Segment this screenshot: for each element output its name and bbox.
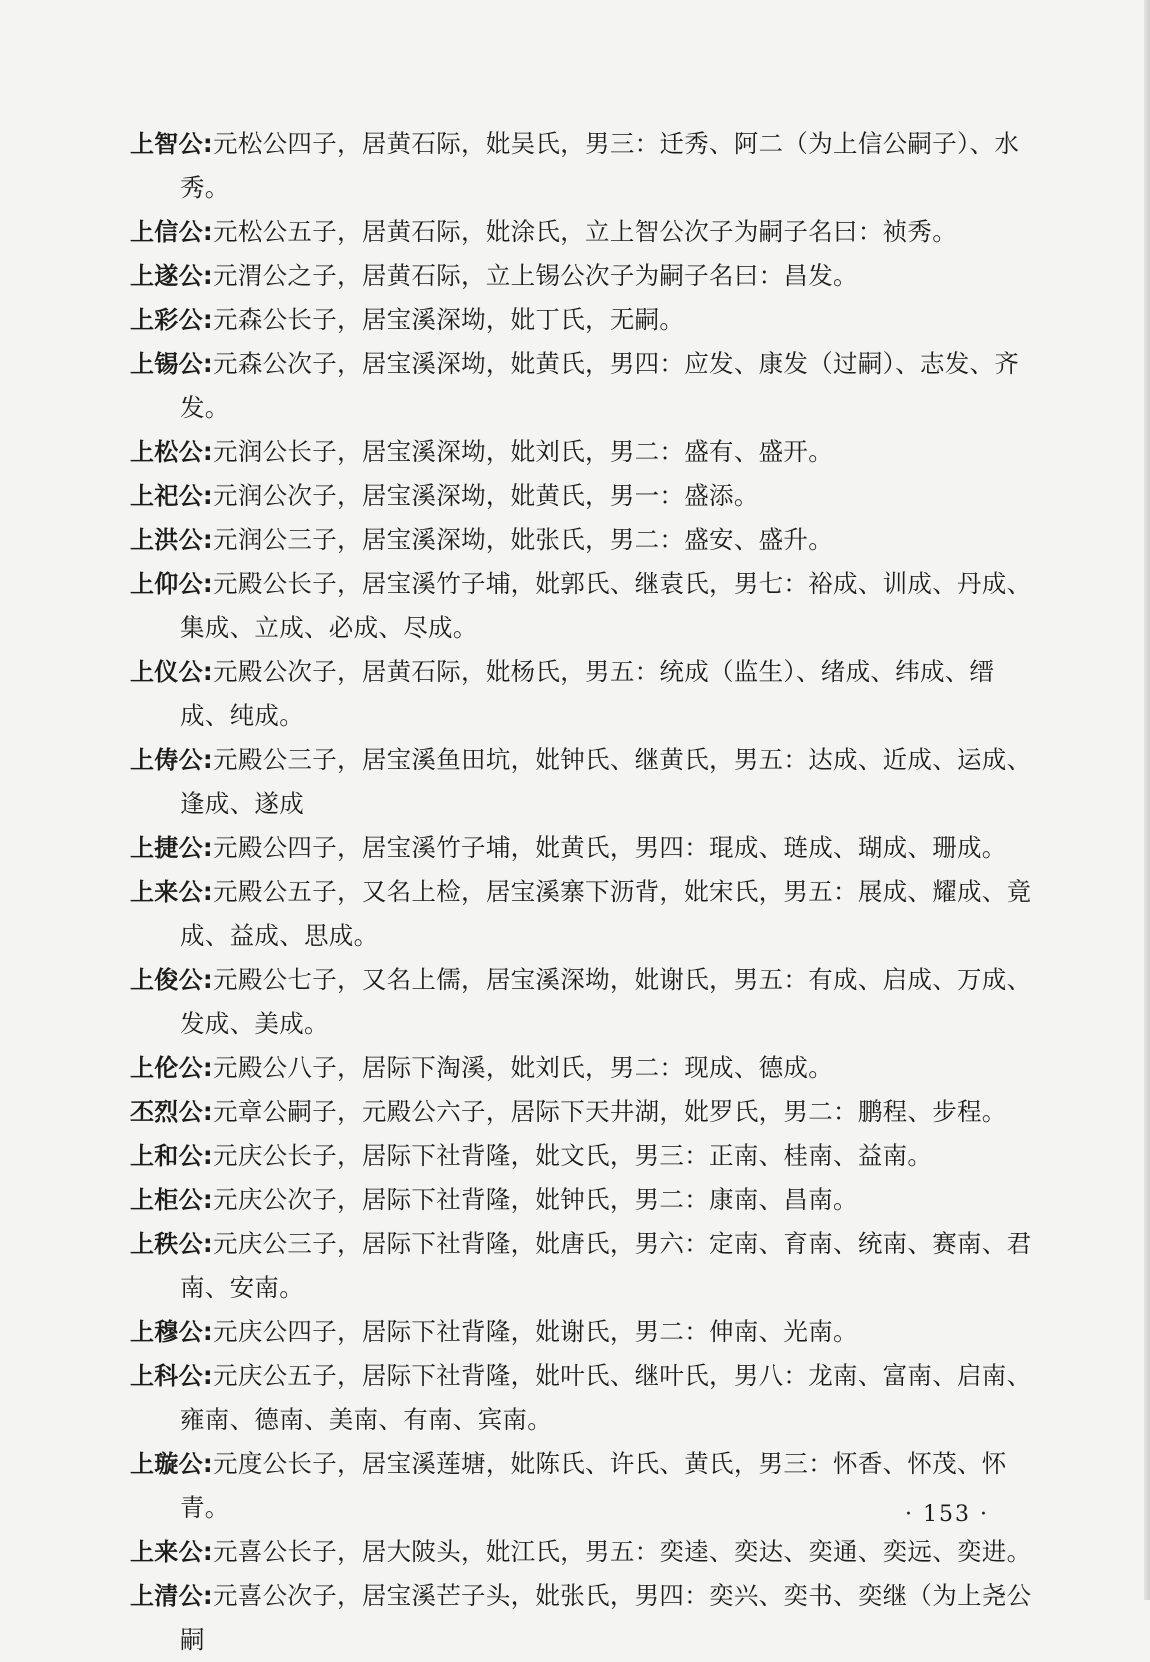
entry-text: 元庆公三子，居际下社背隆，妣唐氏，男六：定南、育南、统南、赛南、君南、安南。 <box>180 1229 1032 1302</box>
entry-name: 上仰公 <box>130 570 203 598</box>
entry-name: 上信公 <box>130 218 203 246</box>
genealogy-entry <box>130 562 1040 650</box>
entry-separator: : <box>202 1229 214 1258</box>
entry-text: 元庆公四子，居际下社背隆，妣谢氏，男二：伸南、光南。 <box>213 1317 858 1346</box>
entry-separator: : <box>202 965 214 994</box>
entry-text: 元松公四子，居黄石际，妣吴氏，男三：迁秀、阿二（为上信公嗣子）、水秀。 <box>180 129 1020 202</box>
genealogy-entry <box>130 298 1040 342</box>
entry-text: 元喜公长子，居大陂头，妣江氏，男五：奕逵、奕达、奕通、奕远、奕进。 <box>213 1537 1032 1566</box>
genealogy-entry <box>130 1442 1040 1530</box>
entry-text: 元殿公八子，居际下淘溪，妣刘氏，男二：现成、德成。 <box>213 1053 834 1082</box>
genealogy-entry <box>130 1178 1040 1222</box>
entry-separator: : <box>202 217 214 246</box>
genealogy-entry <box>130 738 1040 826</box>
entry-separator: : <box>202 1361 214 1390</box>
entry-text: 元庆公长子，居际下社背隆，妣文氏，男三：正南、桂南、益南。 <box>213 1141 933 1170</box>
page-number: · 153 · <box>905 1502 989 1527</box>
entry-separator: : <box>202 1141 214 1170</box>
entry-name: 上智公 <box>130 130 203 158</box>
genealogy-entry <box>130 1354 1040 1442</box>
entry-name: 上洪公 <box>130 526 203 554</box>
entry-text: 元殿公五子，又名上检，居宝溪寨下沥背，妣宋氏，男五：展成、耀成、竟成、益成、思成。 <box>180 877 1032 950</box>
entry-separator: : <box>202 833 214 862</box>
genealogy-entry <box>130 518 1040 562</box>
entry-name: 上俊公 <box>130 966 203 994</box>
entry-separator: : <box>202 745 214 774</box>
entry-name: 上穆公 <box>130 1318 203 1346</box>
entry-separator: : <box>202 349 214 378</box>
entry-separator: : <box>202 1053 214 1082</box>
genealogy-entry <box>130 1134 1040 1178</box>
entry-text: 元殿公长子，居宝溪竹子埔，妣郭氏、继袁氏，男七：裕成、训成、丹成、集成、立成、必成、尽成。 <box>180 569 1032 642</box>
entry-text: 元庆公次子，居际下社背隆，妣钟氏，男二：康南、昌南。 <box>213 1185 858 1214</box>
entry-text: 元润公三子，居宝溪深坳，妣张氏，男二：盛安、盛升。 <box>213 525 834 554</box>
genealogy-entry <box>130 474 1040 518</box>
entry-separator: : <box>202 305 214 334</box>
genealogy-entry <box>130 650 1040 738</box>
entry-separator: : <box>202 1581 214 1610</box>
scan-edge <box>1144 0 1150 1600</box>
entry-text: 元章公嗣子，元殿公六子，居际下天井湖，妣罗氏，男二：鹏程、步程。 <box>213 1097 1007 1126</box>
entry-separator: : <box>202 481 214 510</box>
genealogy-entry <box>130 1530 1040 1574</box>
entry-name: 上锡公 <box>130 350 203 378</box>
genealogy-entries <box>130 122 1040 1662</box>
entry-text: 元殿公四子，居宝溪竹子埔，妣黄氏，男四：琨成、琏成、瑚成、珊成。 <box>213 833 1007 862</box>
genealogy-entry <box>130 1574 1040 1662</box>
entry-separator: : <box>202 129 214 158</box>
entry-name: 上捷公 <box>130 834 203 862</box>
entry-text: 元森公次子，居宝溪深坳，妣黄氏，男四：应发、康发（过嗣）、志发、齐发。 <box>180 349 1020 422</box>
entry-text: 元殿公次子，居黄石际，妣杨氏，男五：统成（监生）、绪成、纬成、缙成、纯成。 <box>180 657 995 730</box>
entry-name: 上仪公 <box>130 658 203 686</box>
genealogy-entry <box>130 826 1040 870</box>
entry-separator: : <box>202 1537 214 1566</box>
entry-text: 元渭公之子，居黄石际，立上锡公次子为嗣子名曰：昌发。 <box>213 261 858 290</box>
entry-separator: : <box>202 525 214 554</box>
entry-text: 元森公长子，居宝溪深坳，妣丁氏，无嗣。 <box>213 305 685 334</box>
entry-text: 元度公长子，居宝溪莲塘，妣陈氏、许氏、黄氏，男三：怀香、怀茂、怀青。 <box>180 1449 1007 1522</box>
genealogy-entry <box>130 210 1040 254</box>
entry-separator: : <box>202 877 214 906</box>
entry-name: 丕烈公 <box>130 1098 203 1126</box>
entry-name: 上松公 <box>130 438 203 466</box>
entry-name: 上秩公 <box>130 1230 203 1258</box>
entry-text: 元殿公三子，居宝溪鱼田坑，妣钟氏、继黄氏，男五：达成、近成、运成、逢成、遂成 <box>180 745 1032 818</box>
genealogy-entry <box>130 1310 1040 1354</box>
entry-separator: : <box>202 569 214 598</box>
entry-name: 上伦公 <box>130 1054 203 1082</box>
entry-name: 上遂公 <box>130 262 203 290</box>
entry-name: 上来公 <box>130 878 203 906</box>
genealogy-entry <box>130 430 1040 474</box>
entry-name: 上柜公 <box>130 1186 203 1214</box>
entry-text: 元润公长子，居宝溪深坳，妣刘氏，男二：盛有、盛开。 <box>213 437 834 466</box>
entry-separator: : <box>202 1317 214 1346</box>
entry-name: 上璇公 <box>130 1450 203 1478</box>
entry-text: 元润公次子，居宝溪深坳，妣黄氏，男一：盛添。 <box>213 481 759 510</box>
genealogy-entry <box>130 254 1040 298</box>
genealogy-entry <box>130 870 1040 958</box>
entry-separator: : <box>202 261 214 290</box>
entry-separator: : <box>202 1097 214 1126</box>
genealogy-entry <box>130 1046 1040 1090</box>
entry-separator: : <box>202 1449 214 1478</box>
genealogy-entry <box>130 122 1040 210</box>
genealogy-entry <box>130 1090 1040 1134</box>
entry-text: 元殿公七子，又名上儒，居宝溪深坳，妣谢氏，男五：有成、启成、万成、发成、美成。 <box>180 965 1032 1038</box>
entry-name: 上彩公 <box>130 306 203 334</box>
genealogy-entry <box>130 958 1040 1046</box>
entry-name: 上祀公 <box>130 482 203 510</box>
entry-text: 元庆公五子，居际下社背隆，妣叶氏、继叶氏，男八：龙南、富南、启南、雍南、德南、美南、有南、宾南。 <box>180 1361 1032 1434</box>
entry-name: 上来公 <box>130 1538 203 1566</box>
genealogy-entry <box>130 1222 1040 1310</box>
entry-text: 元喜公次子，居宝溪芒子头，妣张氏，男四：奕兴、奕书、奕继（为上尧公嗣 <box>180 1581 1032 1654</box>
entry-separator: : <box>202 657 214 686</box>
genealogy-entry <box>130 342 1040 430</box>
entry-name: 上俦公 <box>130 746 203 774</box>
entry-separator: : <box>202 437 214 466</box>
entry-text: 元松公五子，居黄石际，妣涂氏，立上智公次子为嗣子名曰：祯秀。 <box>213 217 958 246</box>
entry-separator: : <box>202 1185 214 1214</box>
entry-name: 上清公 <box>130 1582 203 1610</box>
entry-name: 上科公 <box>130 1362 203 1390</box>
entry-name: 上和公 <box>130 1142 203 1170</box>
